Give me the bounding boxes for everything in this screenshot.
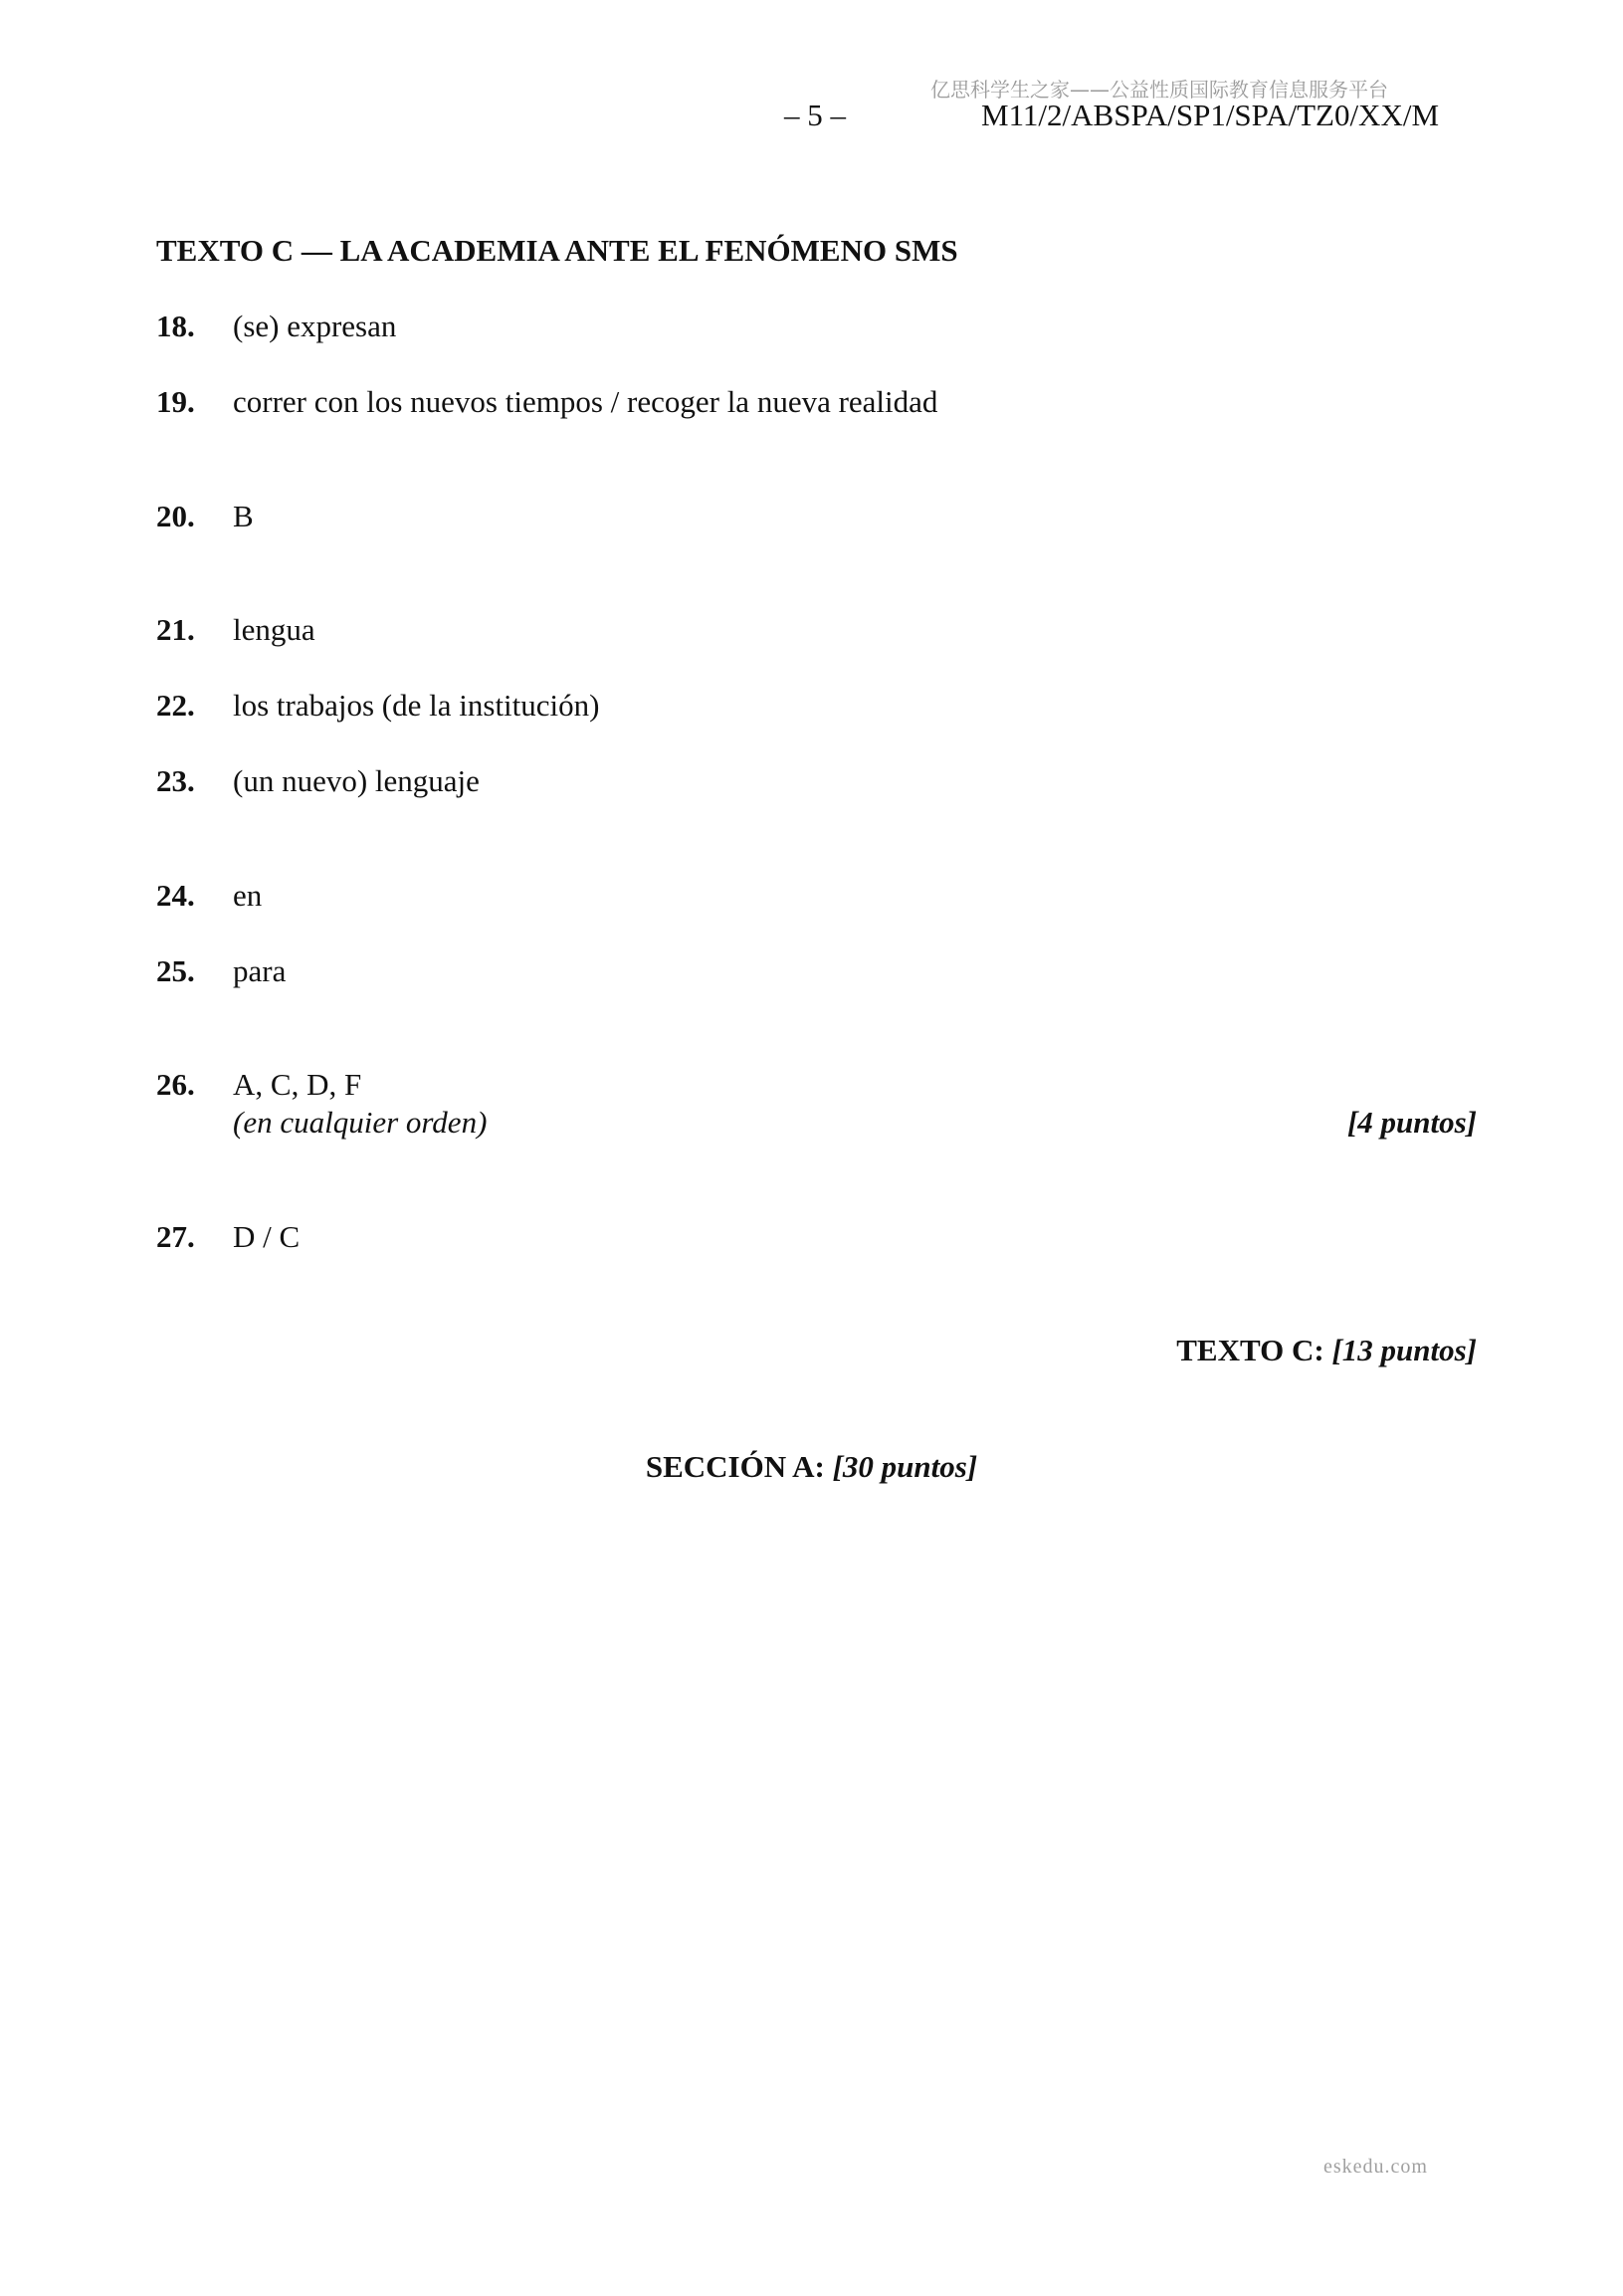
item-26-points: [4 puntos] xyxy=(1346,1105,1477,1140)
item-number: 22. xyxy=(156,688,195,723)
answer-item-24 xyxy=(156,878,262,914)
item-number: 18. xyxy=(156,309,195,343)
item-answer: los trabajos (de la institución) xyxy=(233,688,600,723)
answer-item-23 xyxy=(156,763,480,799)
item-answer: D / C xyxy=(233,1219,301,1254)
answer-item-27 xyxy=(156,1219,300,1255)
item-answer: para xyxy=(233,953,287,988)
document-code: M11/2/ABSPA/SP1/SPA/TZ0/XX/M xyxy=(981,98,1440,132)
item-number: 19. xyxy=(156,384,195,419)
header-watermark: 亿思科学生之家——公益性质国际教育信息服务平台 xyxy=(930,78,1388,102)
answer-item-22 xyxy=(156,688,599,724)
item-answer: B xyxy=(233,499,254,533)
item-number: 24. xyxy=(156,878,195,913)
text-total-points: [13 puntos] xyxy=(1331,1333,1477,1367)
text-total-label: TEXTO C: xyxy=(1176,1333,1324,1367)
item-number: 25. xyxy=(156,953,195,988)
page-number: – 5 – xyxy=(784,98,846,132)
answer-item-18 xyxy=(156,309,396,344)
section-total xyxy=(0,1449,1623,1485)
item-number: 27. xyxy=(156,1219,195,1254)
item-answer: A, C, D, F xyxy=(233,1067,362,1102)
answer-item-20 xyxy=(156,499,254,534)
answer-item-19 xyxy=(156,384,937,420)
section-total-label: SECCIÓN A: xyxy=(645,1449,825,1484)
item-answer: en xyxy=(233,878,263,913)
item-number: 26. xyxy=(156,1067,195,1102)
item-number: 21. xyxy=(156,612,195,647)
item-answer: correr con los nuevos tiempos / recoger la nueva realidad xyxy=(233,384,938,419)
item-26-note: (en cualquier orden) xyxy=(233,1105,488,1140)
answer-item-21 xyxy=(156,612,315,648)
item-answer: (un nuevo) lenguaje xyxy=(233,763,480,798)
item-answer: (se) expresan xyxy=(233,309,397,343)
footer-watermark: eskedu.com xyxy=(1323,2156,1428,2178)
text-total xyxy=(1176,1333,1477,1368)
answer-item-25 xyxy=(156,953,286,989)
answer-item-26 xyxy=(156,1067,361,1103)
item-answer: lengua xyxy=(233,612,315,647)
section-title: TEXTO C — LA ACADEMIA ANTE EL FENÓMENO SMS xyxy=(156,233,958,268)
item-number: 23. xyxy=(156,763,195,798)
item-number: 20. xyxy=(156,499,195,533)
section-total-points: [30 puntos] xyxy=(832,1449,978,1484)
